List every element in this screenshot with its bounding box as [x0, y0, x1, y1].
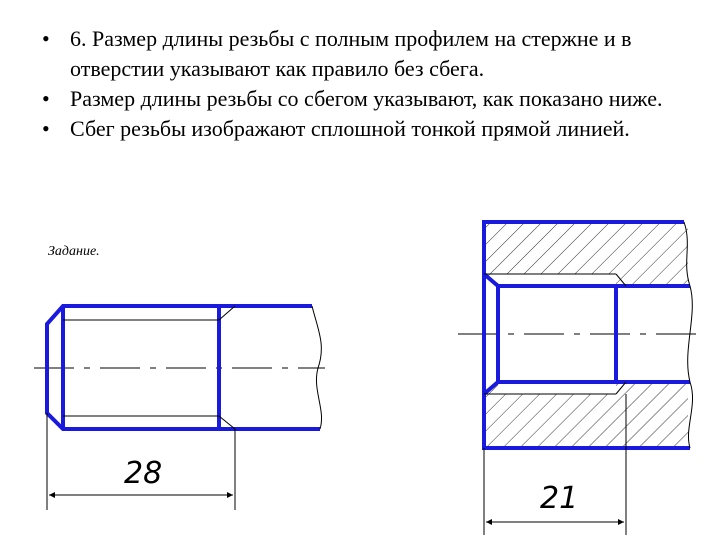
- task-label: Задание.: [48, 244, 100, 259]
- hole-drawing: [458, 222, 700, 535]
- bullet-dot: •: [42, 116, 50, 141]
- dimension-value: 21: [540, 481, 579, 516]
- bullet-text: 6. Размер длины резьбы с полным профилем на стержне и в отверстии указывают как правило без сбега.: [70, 26, 632, 81]
- thread-runout-top: [219, 306, 235, 320]
- bullet-dot: •: [42, 86, 50, 111]
- hole-break-line: [688, 382, 692, 448]
- bullet-dot: •: [42, 26, 50, 51]
- dimension-value: 28: [124, 456, 163, 491]
- bullet-text: Сбег резьбы изображают сплошной тонкой прямой линией.: [70, 116, 630, 141]
- bullet-text: Размер длины резьбы со сбегом указывают, как показано ниже.: [70, 86, 663, 111]
- shaft-drawing: [34, 306, 325, 510]
